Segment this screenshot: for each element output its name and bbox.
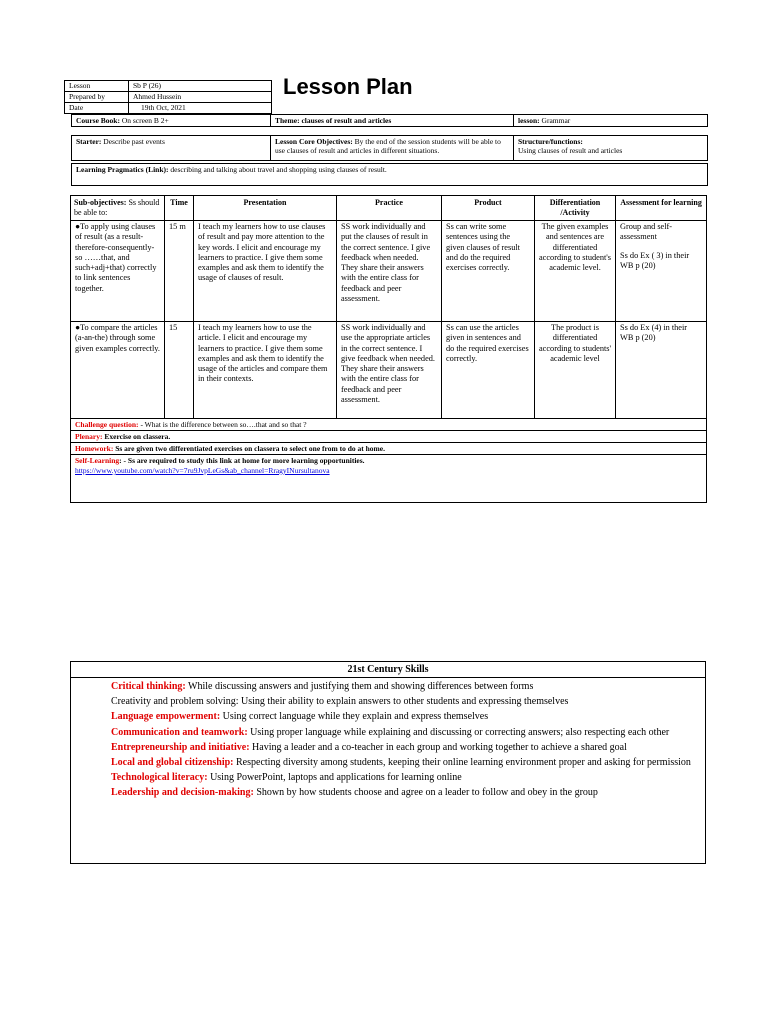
info-row-lesson xyxy=(65,81,272,92)
pragmatics-cell xyxy=(72,164,708,186)
challenge-label: Challenge question: xyxy=(75,420,139,429)
assessment-text: Group and self-assessment xyxy=(620,222,673,242)
selflearning-row xyxy=(71,455,707,503)
lesson-main-table xyxy=(70,195,707,503)
header-time: Time xyxy=(165,196,194,221)
page-title: Lesson Plan xyxy=(283,74,413,99)
selflearning-label: Self-Learning xyxy=(75,456,120,465)
structure-label: Structure/functions: xyxy=(518,137,583,146)
list-item: Technological literacy: Using PowerPoint, laptops and applications for learning online xyxy=(111,772,462,784)
lesson-info-table xyxy=(64,80,272,114)
objectives-value: By the end of the session students will be able to use clauses of result and articles in different situations. xyxy=(275,137,501,155)
info-value: Ahmed Hussein xyxy=(129,92,272,103)
product-cell: Ss can use the articles given in sentences and do the required exercises correctly. xyxy=(442,322,535,419)
header-assessment: Assessment for learning xyxy=(616,196,707,221)
challenge-value: - What is the difference between so….that and so that ? xyxy=(140,420,307,429)
lesson-label: lesson: xyxy=(518,116,540,125)
pragmatics-row xyxy=(71,163,708,186)
list-item: Language empowerment: Using correct language while they explain and express themselves xyxy=(111,711,489,723)
homework-value: Ss are given two differentiated exercises on classera to select one from to do at home. xyxy=(115,444,386,453)
course-row xyxy=(71,114,708,127)
youtube-link[interactable]: https://www.youtube.com/watch?v=7ru9JvpLeGs&ab_channel=RragyINursultanova xyxy=(75,466,330,475)
list-item: Communication and teamwork: Using proper language while explaining and discussing or correcting answers; also respecting each other xyxy=(111,726,670,738)
starter-label: Starter: xyxy=(76,137,102,146)
info-row-date xyxy=(65,103,272,114)
starter-value: Describe past events xyxy=(103,137,165,146)
list-item: Creativity and problem solving: Using their ability to explain answers to other students and expressing themselves xyxy=(111,696,569,708)
homework-row xyxy=(71,443,707,455)
info-label: Lesson xyxy=(65,81,129,92)
practice-cell: SS work individually and use the appropriate articles in the correct sentence. I give feedback when needed. They share their answers with the entire class for feedback and peer assessment. xyxy=(337,322,442,419)
pragmatics-value: describing and talking about travel and shopping using clauses of result. xyxy=(170,165,387,174)
subobjective-cell: ●To apply using clauses of result (as a result-therefore-consequently- so ……that, and such+adj+that) correctly to link sentences together. xyxy=(71,221,165,322)
info-row-prepared-by xyxy=(65,92,272,103)
table-row xyxy=(71,221,707,322)
skills-list xyxy=(71,678,706,864)
selflearning-value: : - Ss are required to study this link at home for more learning opportunities. xyxy=(119,456,365,465)
header-differentiation: Differentiation /Activity xyxy=(535,196,616,221)
header-presentation: Presentation xyxy=(194,196,337,221)
header-subobjectives: Sub-objectives: Ss should be able to: xyxy=(71,196,165,221)
info-value: 19th Oct, 2021 xyxy=(129,103,272,114)
theme-value: clauses of result and articles xyxy=(301,116,392,125)
structure-value: Using clauses of result and articles xyxy=(518,146,623,155)
theme-cell xyxy=(271,115,514,127)
objectives-label: Lesson Core Objectives: xyxy=(275,137,353,146)
list-item: Entrepreneurship and initiative: Having a leader and a co-teacher in each group and working together to achieve a shared goal xyxy=(111,741,627,753)
product-cell: Ss can write some sentences using the given clauses of result and do the required exercises correctly. xyxy=(442,221,535,322)
assessment-cell xyxy=(616,221,707,322)
differentiation-cell: The given examples and sentences are differentiated according to student's academic level. xyxy=(535,221,616,322)
list-item: Leadership and decision-making: Shown by how students choose and agree on a leader to follow and obey in the group xyxy=(111,787,598,799)
differentiation-cell: The product is differentiated according to students' academic level xyxy=(535,322,616,419)
starter-row xyxy=(71,135,708,161)
table-row xyxy=(71,322,707,419)
course-book-label: Course Book: xyxy=(76,116,120,125)
plenary-label: Plenary: xyxy=(75,432,103,441)
objectives-cell xyxy=(271,136,514,161)
presentation-cell: I teach my learners how to use clauses of result and pay more attention to the key words. I elicit and encourage my learners to practice. I give them some examples and ask them to identify the usage of clauses of result. xyxy=(194,221,337,322)
list-item: Critical thinking: While discussing answers and justifying them and showing differences between forms xyxy=(111,681,534,692)
challenge-row xyxy=(71,419,707,431)
list-item: Local and global citizenship: Respecting diversity among students, keeping their online learning environment proper and asking for permission xyxy=(111,757,691,769)
plenary-value: Exercise on classera. xyxy=(104,432,171,441)
header-product: Product xyxy=(442,196,535,221)
structure-cell xyxy=(514,136,708,161)
lesson-cell xyxy=(514,115,708,127)
plenary-row xyxy=(71,431,707,443)
presentation-cell: I teach my learners how to use the article. I elicit and encourage my learners to practice. I give them some examples and ask them to identify the usage of the articles and compare them in their contexts. xyxy=(194,322,337,419)
info-value: Sb P (26) xyxy=(129,81,272,92)
subobjective-cell: ●To compare the articles (a-an-the) through some given examples correctly. xyxy=(71,322,165,419)
starter-cell xyxy=(72,136,271,161)
course-book-value: On screen B 2+ xyxy=(121,116,169,125)
main-header-row xyxy=(71,196,707,221)
practice-cell: SS work individually and put the clauses of result in the correct sentence. I give feedback when needed. They share their answers with the entire class for feedback and peer assessment. xyxy=(337,221,442,322)
assessment-cell: Ss do Ex (4) in their WB p (20) xyxy=(616,322,707,419)
info-label: Prepared by xyxy=(65,92,129,103)
header-practice: Practice xyxy=(337,196,442,221)
info-label: Date xyxy=(65,103,129,114)
time-cell: 15 xyxy=(165,322,194,419)
time-cell: 15 m xyxy=(165,221,194,322)
homework-label: Homework: xyxy=(75,444,114,453)
skills-table xyxy=(70,661,706,864)
skills-title: 21st Century Skills xyxy=(71,662,706,678)
pragmatics-label: Learning Pragmatics (Link): xyxy=(76,165,169,174)
course-book-cell xyxy=(72,115,271,127)
lesson-value: Grammar xyxy=(541,116,571,125)
theme-label: Theme: xyxy=(275,116,300,125)
assessment-text: Ss do Ex ( 3) in their WB p (20) xyxy=(620,250,690,270)
